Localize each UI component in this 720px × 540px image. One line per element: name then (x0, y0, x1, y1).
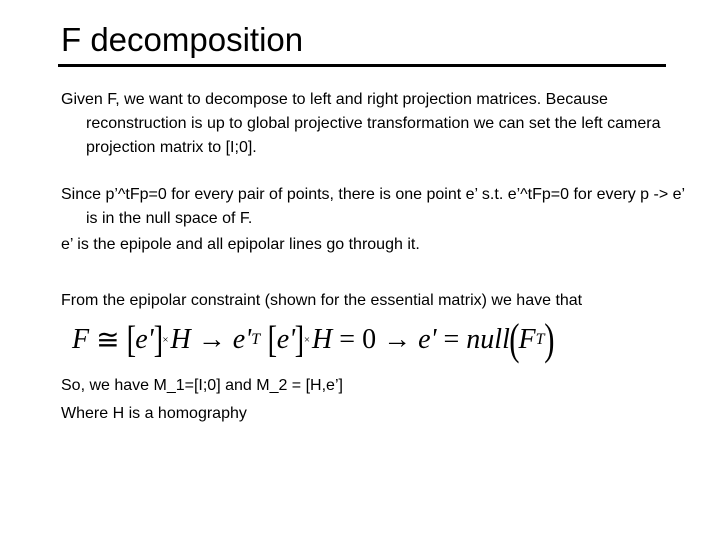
paragraph-given-f: Given F, we want to decompose to left and right projection matrices. Because reconstruction is up to global projective transformation we can set the left camera projection matrix to [I;0]. (61, 91, 661, 156)
title-underline (58, 64, 666, 67)
eq-lbracket-2: [ (267, 319, 278, 361)
eq-lbracket-1: [ (126, 319, 136, 361)
paragraph-epipolar-constraint: From the epipolar constraint (shown for the essential matrix) we have that (61, 292, 583, 309)
eq-cross-sub-2: × (303, 334, 311, 346)
eq-rbracket-2: ] (294, 319, 305, 361)
eq-f: F (72, 324, 90, 355)
eq-zero: 0 (362, 324, 377, 355)
eq-cross-sub-1: × (162, 334, 169, 346)
slide-title: F decomposition (61, 21, 304, 58)
eq-e-prime-4: e' (418, 324, 437, 355)
eq-e-prime-2: e' (232, 324, 252, 355)
eq-transpose-2: T (535, 331, 545, 348)
eq-e-prime-3: e' (276, 324, 296, 355)
paragraph-since: Since p’^tFp=0 for every pair of points, there is one point e’ s.t. e’^tFp=0 for every p -> e’ is in the null space of F. (61, 186, 685, 227)
eq-f-2: F (518, 324, 536, 355)
eq-e-prime-1: e' (135, 324, 154, 355)
eq-rbracket-1: ] (153, 319, 163, 361)
paragraph-so-we-have: So, we have M_1=[I;0] and M_2 = [H,e’] (61, 377, 343, 394)
eq-arrow-2: → (383, 324, 412, 355)
eq-equals-2: = (443, 324, 460, 355)
eq-approx: ≅ (96, 325, 120, 356)
eq-lparen: ( (509, 315, 520, 364)
eq-equals-1: = (339, 324, 356, 355)
equation-line (72, 317, 553, 363)
eq-h-2: H (312, 324, 333, 355)
eq-rparen: ) (543, 315, 554, 364)
paragraph-epipole: e’ is the epipole and all epipolar lines go through it. (61, 236, 420, 253)
eq-null: null (466, 324, 510, 355)
decomposition-equation (72, 317, 652, 363)
eq-transpose-1: T (251, 331, 261, 348)
paragraph-homography: Where H is a homography (61, 405, 247, 422)
eq-h-1: H (170, 324, 191, 355)
eq-arrow-1: → (197, 324, 226, 355)
